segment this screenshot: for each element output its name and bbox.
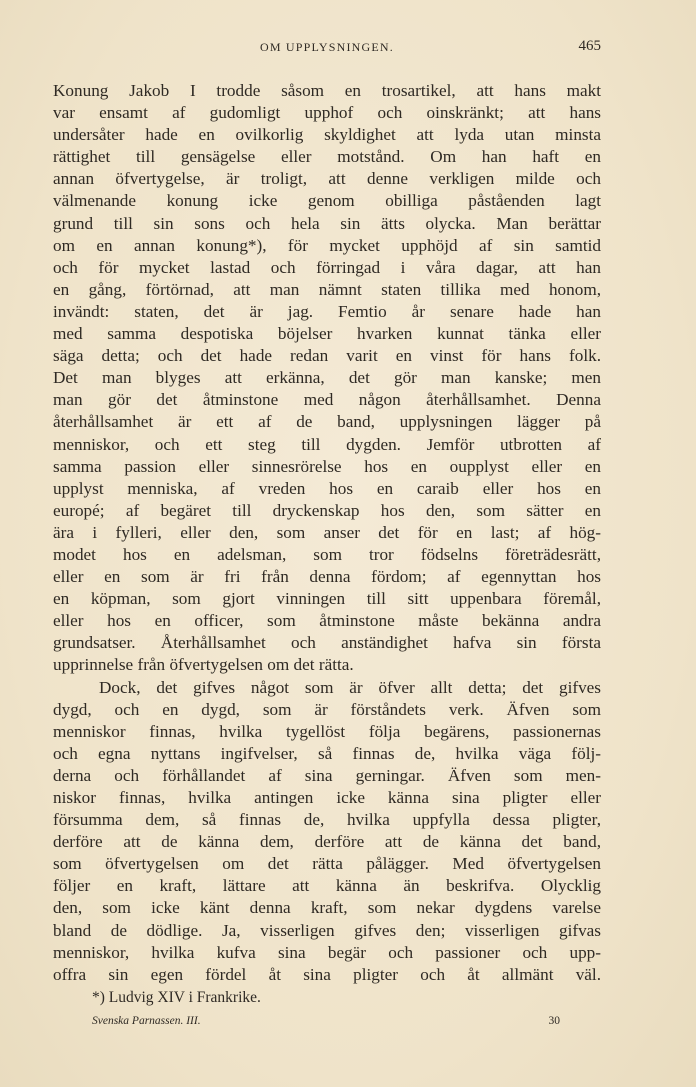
text-line: säga detta; och det hade redan varit en vinst för hans folk. xyxy=(53,346,601,366)
text-line: niskor finnas, hvilka antingen icke känna sina pligter eller xyxy=(53,788,601,807)
text-line: eller hos en officer, som åtminstone måste bekänna andra xyxy=(53,611,601,631)
text-line: med samma despotiska böjelser hvarken kunnat tänka eller xyxy=(53,324,601,344)
text-line: Dock, det gifves något som är öfver allt detta; det gifves xyxy=(99,677,601,697)
text-line: rättighet till gensägelse eller motstånd. Om han haft en xyxy=(53,147,601,167)
text-line: europé; af begäret till dryckenskap hos den, som sätter en xyxy=(53,500,601,520)
text-line: och för mycket lastad och förringad i våra dagar, att han xyxy=(53,257,601,277)
text-line: modet hos en adelsman, som tror födselns företrädesrätt, xyxy=(53,544,601,564)
text-line: som öfvertygelsen om det rätta pålägger. Med öfvertygelsen xyxy=(53,854,601,874)
text-line: upplyst menniska, af vreden hos en caraib eller hos en xyxy=(53,478,601,498)
text-line: menniskor, och ett steg till dygden. Jemför utbrotten af xyxy=(53,434,601,454)
body-text xyxy=(53,80,601,986)
text-line: offra sin egen fördel åt sina pligter och åt allmänt väl. xyxy=(53,964,601,984)
signature-number: 30 xyxy=(548,1015,560,1027)
text-line: försumma dem, så finnas de, hvilka uppfylla dessa pligter, xyxy=(53,810,601,830)
text-line: annan öfvertygelse, är troligt, att denne verkligen milde och xyxy=(53,169,601,189)
text-line: ära i fylleri, eller den, som anser det för en last; af hög- xyxy=(53,522,601,542)
text-line: bland de dödlige. Ja, visserligen gifves den; visserligen gifvas xyxy=(53,920,601,940)
text-line: derföre att de känna dem, derföre att de känna det band, xyxy=(53,832,601,852)
text-line: Konung Jakob I trodde såsom en trosartikel, att hans makt xyxy=(53,81,601,100)
footnote: *) Ludvig XIV i Frankrike. xyxy=(92,989,261,1006)
page-number: 465 xyxy=(578,38,601,54)
text-line: dygd, och en dygd, som är förståndets verk. Äfven som xyxy=(53,699,601,719)
text-line: samma passion eller sinnesrörelse hos en oupplyst eller en xyxy=(53,456,601,476)
text-line: en gång, förtörnad, att man nämnt staten tillika med honom, xyxy=(53,279,601,299)
text-line: undersåter hade en ovilkorlig skyldighet att lyda utan minsta xyxy=(53,125,601,145)
text-line: följer en kraft, lättare att känna än beskrifva. Olycklig xyxy=(53,876,601,896)
text-line: återhållsamhet är ett af de band, upplysningen lägger på xyxy=(53,412,601,432)
text-line: grund till sin sons och hela sin ätts olycka. Man berättar xyxy=(53,213,601,233)
text-line: menniskor, hvilka kufva sina begär och passioner och upp- xyxy=(53,942,601,962)
text-line: om en annan konung*), för mycket upphöjd af sin samtid xyxy=(53,235,601,255)
text-line: var ensamt af gudomligt upphof och oinskränkt; att hans xyxy=(53,103,601,123)
signature-title: Svenska Parnassen. III. xyxy=(92,1015,201,1027)
text-line: grundsatser. Återhållsamhet och anständighet hafva sin första xyxy=(53,633,601,653)
text-line: man gör det åtminstone med någon återhållsamhet. Denna xyxy=(53,390,601,410)
text-line: derna och förhållandet af sina gerningar. Äfven som men- xyxy=(53,765,601,785)
text-line: Det man blyges att erkänna, det gör man kanske; men xyxy=(53,368,601,388)
text-line: eller en som är fri från denna fördom; af egennyttan hos xyxy=(53,567,601,587)
text-line: den, som icke känt denna kraft, som nekar dygdens varelse xyxy=(53,898,601,918)
text-line: och egna nyttans ingifvelser, så finnas de, hvilka väga följ- xyxy=(53,743,601,763)
text-line: en köpman, som gjort vinningen till sitt uppenbara föremål, xyxy=(53,589,601,609)
text-line: välmenande konung icke genom obilliga påståenden lagt xyxy=(53,191,601,211)
text-line: upprinnelse från öfvertygelsen om det rätta. xyxy=(53,655,354,675)
running-title: OM UPPLYSNINGEN. xyxy=(259,40,394,54)
page-header xyxy=(53,38,601,58)
text-line: invändt: staten, det är jag. Femtio år senare hade han xyxy=(53,301,601,321)
text-line: menniskor finnas, hvilka tygellöst följa begärens, passionernas xyxy=(53,721,601,741)
